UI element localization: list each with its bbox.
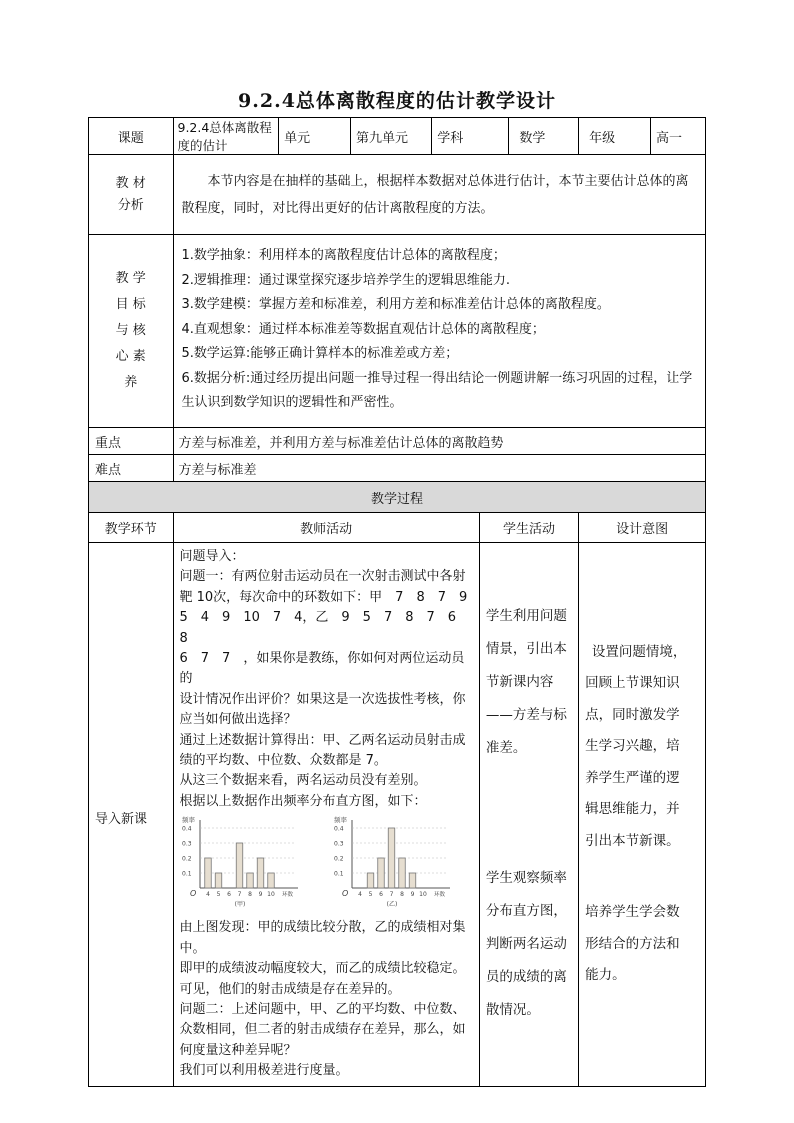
intent-line: 点，同时激发学 [585,706,680,723]
y-tick-label: 0.4 [333,825,344,833]
col-teacher: 教师活动 [173,513,479,543]
histogram-yi [330,814,485,918]
teacher-line: 应当如何做出选择？ [179,712,297,728]
x-tick-label: 4 [205,891,210,899]
student-line: 分布直方图， [485,902,567,919]
process-header: 教学过程 [89,482,706,513]
analysis-label: 教 材 分析 [89,155,174,235]
teacher-line: 通过上述数据计算得出：甲、乙两名运动员射击成 [179,732,466,748]
unit-value: 第九单元 [350,118,431,155]
teacher-text-a [180,547,473,812]
teacher-line: 问题二：上述问题中，甲、乙的平均数、中位数、 [179,1001,466,1017]
intent-line: 回顾上节课知识 [585,675,680,692]
teacher-line: 可见，他们的射击成绩是存在差异的。 [179,981,401,997]
teacher-line: 从这三个数据来看，两名运动员没有差别。 [179,773,427,789]
x-tick-label: 5 [368,891,372,899]
topic-value: 9.2.4总体离散程度的估计 [173,118,279,155]
x-tick-label: 7 [237,891,241,899]
goals-row [89,235,706,428]
origin-label: O [341,889,348,899]
intent-line: 形结合的方法和 [585,935,680,952]
x-tick-label: 4 [357,891,362,899]
student-line: 散情况。 [485,1001,540,1018]
histogram-bar [236,843,243,888]
teacher-line: 众数相同，但二者的射击成绩存在差异，那么，如 [179,1022,466,1038]
student-text-a [486,600,572,765]
student-line: 员的成绩的离 [485,968,567,985]
teacher-line: 靶 10次，每次命中的环数如下：甲 7 8 7 9 [179,589,468,605]
x-axis-label: 环数 [281,892,293,899]
y-tick-label: 0.2 [333,855,344,863]
intro-row [89,543,706,1087]
histogram-bar [267,873,274,888]
analysis-row [89,155,706,235]
x-tick-label: 5 [216,891,220,899]
difficulty-value: 方差与标准差 [173,455,706,482]
subject-label: 学科 [432,118,509,155]
process-header-row [89,482,706,513]
document-title: 9.2.4总体离散程度的估计教学设计 [238,90,556,112]
teacher-line: 根据以上数据作出频率分布直方图，如下： [179,793,427,809]
student-line: 准差。 [485,739,527,756]
teacher-line: 问题导入： [179,549,245,564]
student-line: 判断两名运动 [485,935,567,952]
goal-item: 5.数学运算:能够正确计算样本的标准差或方差； [181,346,459,362]
teacher-line: 5 4 9 10 7 4，乙 9 5 7 8 7 6 8 [179,610,470,646]
x-tick-label: 6 [378,891,383,899]
difficulty-row [89,455,706,482]
intent-text-a [585,637,699,858]
intent-line: 辑思维能力，并 [585,801,680,818]
histogram-bar [377,858,384,888]
histograms [178,814,473,918]
grade-value: 高一 [650,118,705,155]
student-line: 节新课内容 [485,673,554,690]
chart-caption: (甲) [234,901,245,909]
goal-item: 1.数学抽象：利用样本的离散程度估计总体的离散程度； [181,247,506,263]
x-tick-label: 6 [226,891,231,899]
y-tick-label: 0.1 [333,870,344,878]
y-axis-label: 频率 [181,816,195,825]
key-point-label: 重点 [89,428,174,455]
teacher-line: 设计情况作出评价？如果这是一次选拔性考核，你 [179,691,466,707]
y-axis-label: 频率 [333,816,347,825]
key-point-value: 方差与标准差，并利用方差与标准差估计总体的离散趋势 [173,428,706,455]
topic-label: 课题 [89,118,174,155]
goal-item: 3.数学建模：掌握方差和标准差，利用方差和标准差估计总体的离散程度。 [181,297,610,313]
x-tick-label: 9 [410,891,414,899]
difficulty-label: 难点 [89,455,174,482]
goal-item: 4.直观想象：通过样本标准差等数据直观估计总体的离散程度； [181,321,545,337]
y-tick-label: 0.4 [181,825,192,833]
teacher-line: 6 7 7 ，如果你是教练，你如何对两位运动员的 [179,651,465,687]
x-tick-label: 8 [247,891,252,899]
x-axis-label: 环数 [433,892,445,899]
teacher-line: 中。 [179,940,206,956]
teacher-activity [173,543,479,1087]
x-tick-label: 9 [258,891,262,899]
lesson-plan-table [88,117,706,1087]
x-tick-label: 8 [399,891,404,899]
y-tick-label: 0.1 [181,870,192,878]
histogram-jia [178,814,333,918]
student-line: 学生利用问题 [485,607,567,624]
y-tick-label: 0.3 [333,840,344,848]
student-line: 学生观察频率 [485,869,567,886]
histogram-bar [246,873,253,888]
histogram-bar [388,828,395,888]
col-intent: 设计意图 [579,513,706,543]
goals-label: 教 学 目 标 与 核 心 素 养 [89,235,174,428]
intent-line: 培养学生学会数 [585,904,680,921]
info-row [89,118,706,155]
teacher-line: 即甲的成绩波动幅度较大，而乙的成绩比较稳定。 [179,961,466,977]
goals-list [173,235,706,428]
intent-line: 生学习兴趣，培 [585,738,680,755]
student-line: ——方差与标 [485,706,567,723]
key-point-row [89,428,706,455]
goal-item: 6.数据分析:通过经历提出问题一推导过程一得出结论一例题讲解一练习巩固的过程，让学生认识到数学知识的逻辑性和严密性。 [181,370,693,411]
intent-line: 能力。 [585,967,626,984]
x-tick-label: 10 [418,891,427,899]
col-student: 学生活动 [479,513,578,543]
histogram-bar [204,858,211,888]
col-stage: 教学环节 [89,513,174,543]
intent-line: 引出本节新课。 [585,832,680,849]
analysis-text: 本节内容是在抽样的基础上，根据样本数据对总体进行估计，本节主要估计总体的离散程度，同时，对比得出更好的估计离散程度的方法。 [173,155,706,235]
chart-caption: (乙) [386,901,397,909]
goal-item: 2.逻辑推理：通过课堂探究逐步培养学生的逻辑思维能力. [181,272,511,288]
y-tick-label: 0.3 [181,840,192,848]
subject-value: 数学 [509,118,579,155]
process-columns-row [89,513,706,543]
histogram-bar [409,873,416,888]
intent-line: 养学生严谨的逻 [585,769,680,786]
student-text-b [486,862,572,1027]
x-tick-label: 7 [389,891,393,899]
histogram-bar [215,873,222,888]
unit-label: 单元 [279,118,351,155]
teacher-line: 由上图发现：甲的成绩比较分散，乙的成绩相对集 [179,920,466,936]
student-line: 情景，引出本 [485,640,567,657]
histogram-bar [367,873,374,888]
intent-line: 设置问题情境， [591,643,687,660]
teacher-line: 绩的平均数、中位数、众数都是 7。 [179,753,387,769]
stage-label: 导入新课 [89,543,174,1087]
teacher-text-b [180,918,473,1081]
x-tick-label: 10 [266,891,275,899]
histogram-bar [257,858,264,888]
y-tick-label: 0.2 [181,855,192,863]
origin-label: O [189,889,196,899]
teacher-line: 我们可以利用极差进行度量。 [179,1063,349,1079]
teacher-line: 何度量这种差异呢？ [179,1042,297,1058]
intent-text-b [585,897,699,992]
grade-label: 年级 [579,118,651,155]
teacher-line: 问题一：有两位射击运动员在一次射击测试中各射 [179,569,466,585]
student-activity [479,543,578,1087]
design-intent [579,543,706,1087]
histogram-bar [398,858,405,888]
